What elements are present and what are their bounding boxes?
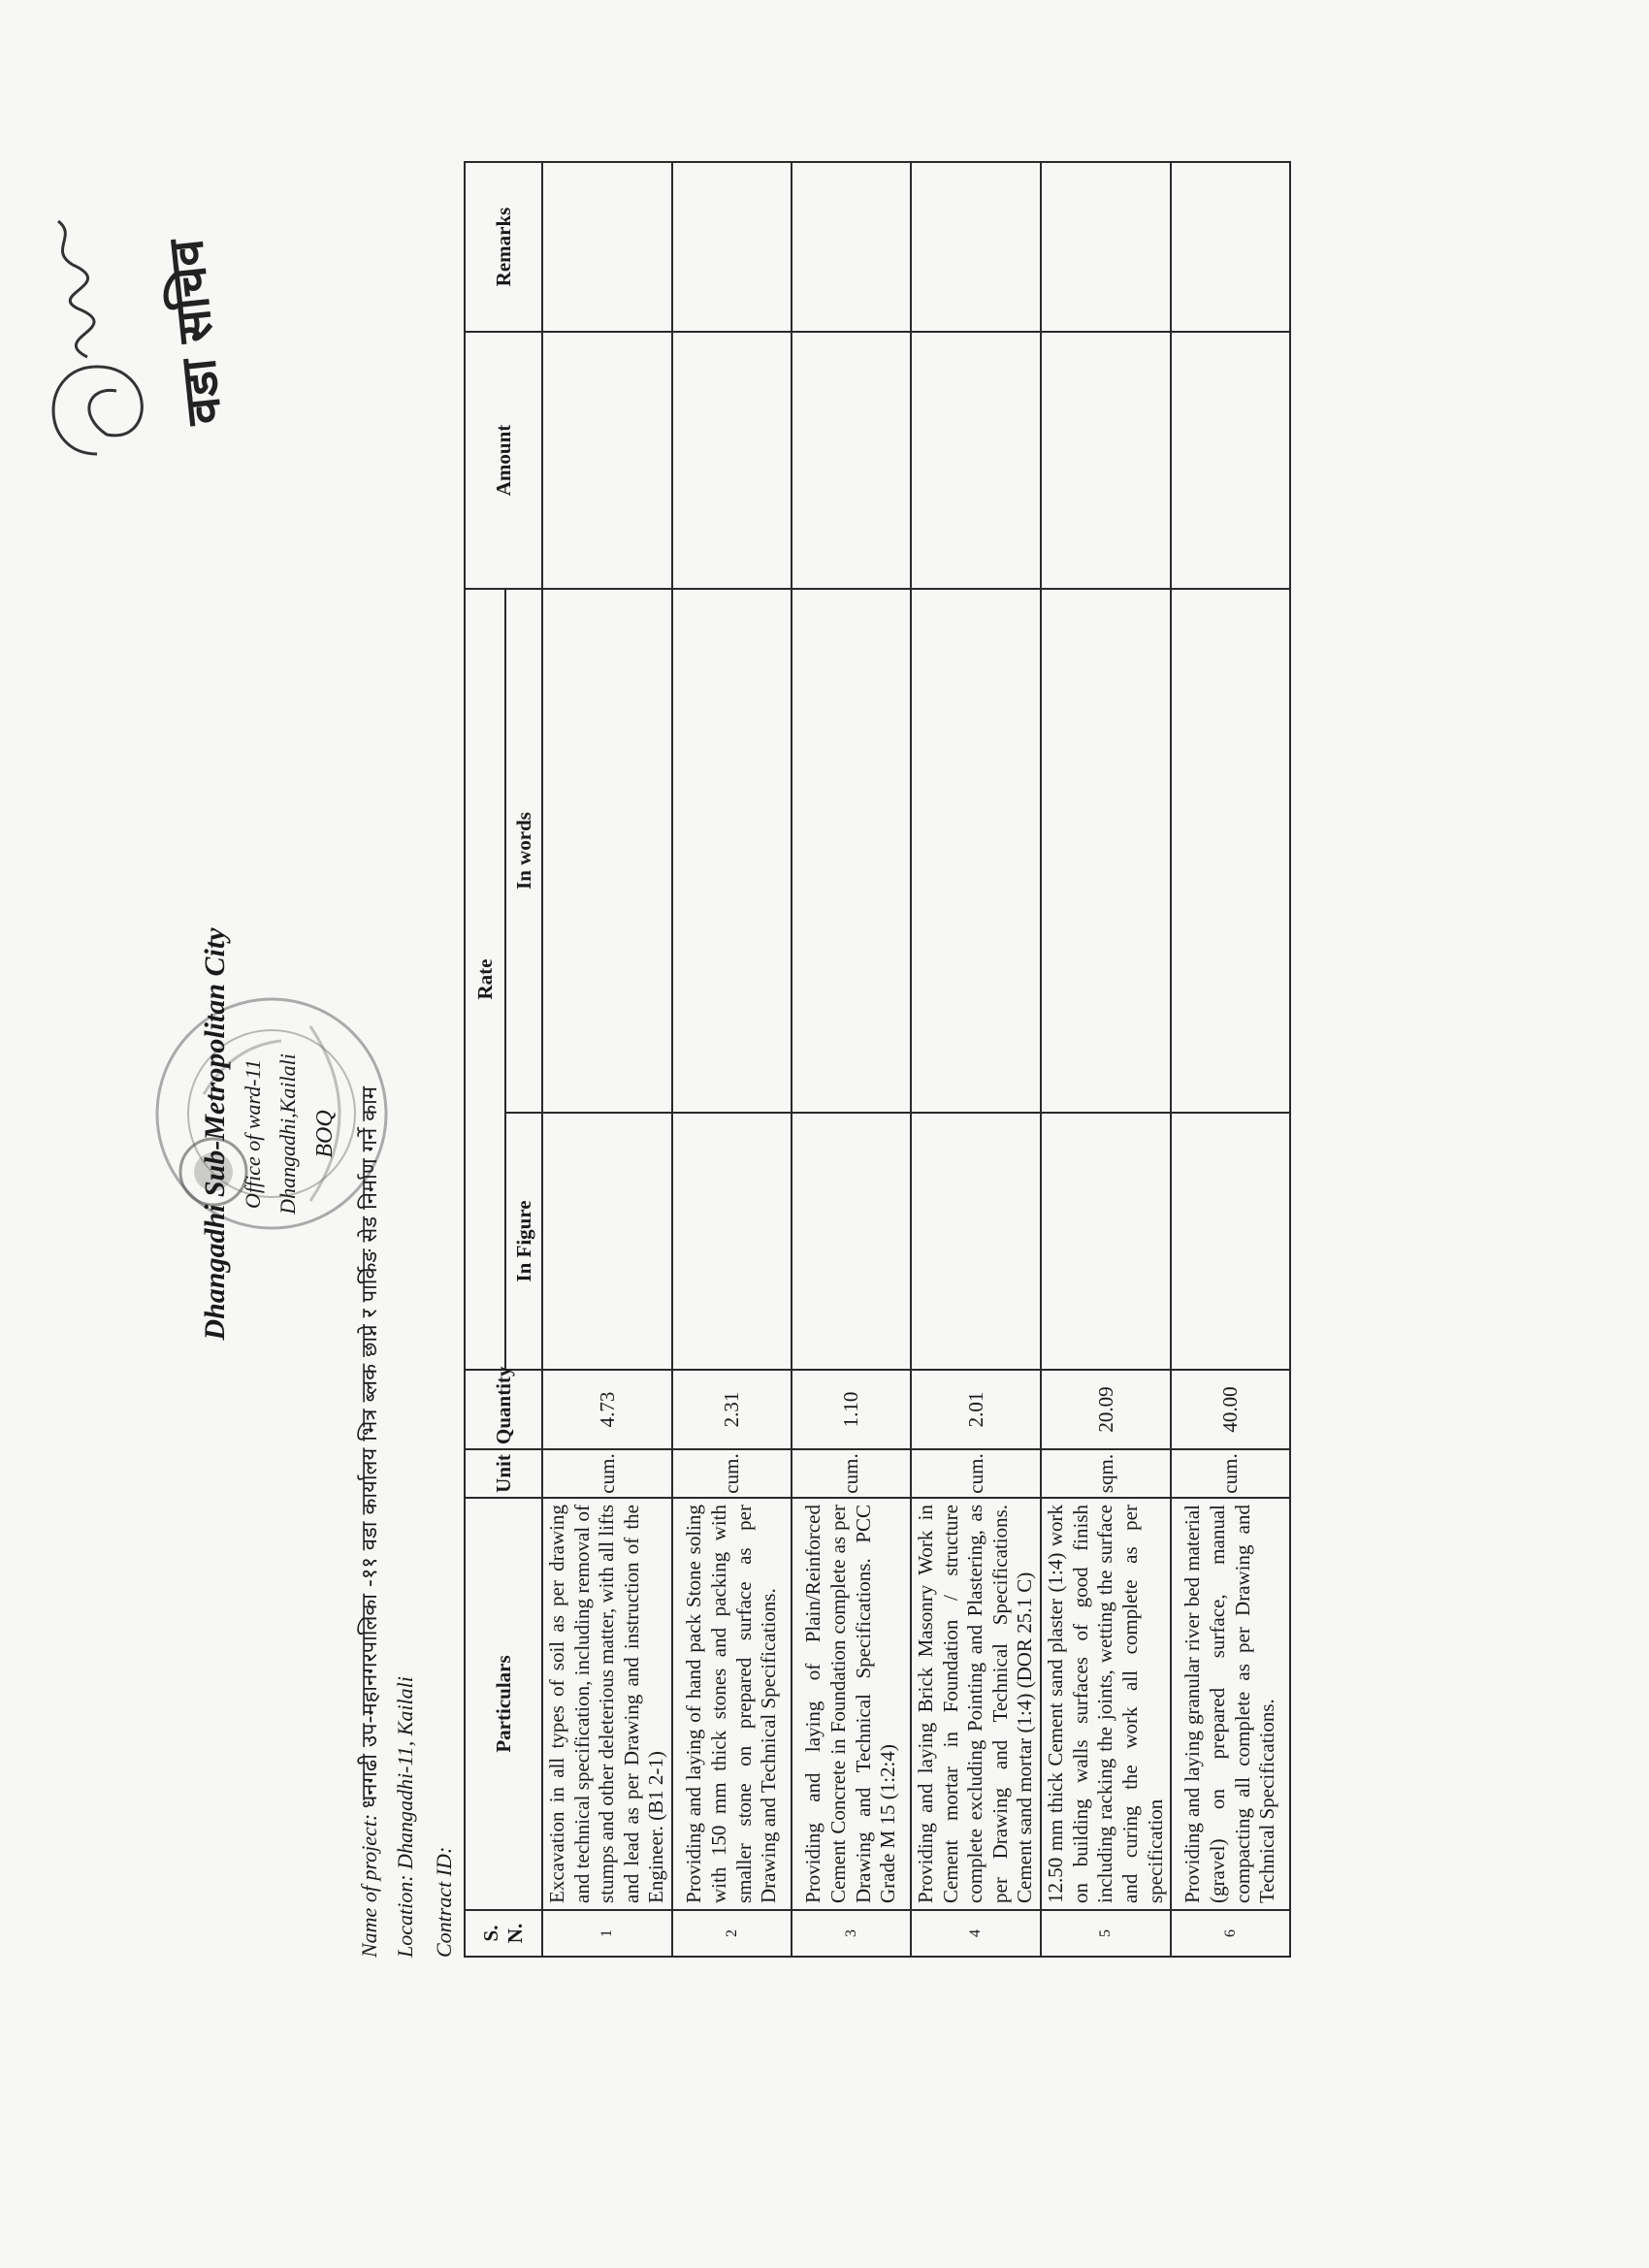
cell-amount [911, 332, 1041, 589]
cell-rate-figure [1171, 1113, 1290, 1370]
cell-quantity: 1.10 [792, 1370, 911, 1449]
table-row [911, 162, 1041, 1957]
cell-particulars: Providing and laying of Plain/Reinforced Cement Concrete in Foundation complete as per Drawing and Technical Specifications. PCC Grade M 15 (1:2:4) [792, 1498, 911, 1910]
col-header-rate: Rate [465, 589, 505, 1370]
cell-quantity: 2.01 [911, 1370, 1041, 1449]
table-row [672, 162, 792, 1957]
cell-amount [672, 332, 792, 589]
project-name-line [354, 1086, 383, 1958]
col-header-sn: S. N. [465, 1910, 542, 1957]
cell-quantity: 4.73 [542, 1370, 672, 1449]
cell-sn: 5 [1041, 1910, 1171, 1957]
col-header-unit: Unit [465, 1449, 542, 1498]
cell-particulars: Excavation in all types of soil as per drawing and technical specification, including removal of stumps and other deleterious matter, with all lifts and lead as per Drawing and instruction of the Engineer. (B1 2-1) [542, 1498, 672, 1910]
cell-rate-words [1171, 589, 1290, 1113]
col-header-in-words: In words [505, 589, 542, 1113]
col-header-in-figure: In Figure [505, 1113, 542, 1370]
cell-unit: cum. [672, 1449, 792, 1498]
table-header-row [465, 162, 505, 1957]
col-header-amount: Amount [465, 332, 542, 589]
document-type: BOQ [312, 1110, 338, 1158]
cell-rate-words [1041, 589, 1171, 1113]
cell-sn: 4 [911, 1910, 1041, 1957]
contract-id-line: Contract ID: [432, 1846, 456, 1958]
cell-particulars: Providing and laying granular river bed material (gravel) on prepared surface, manual compacting all complete as per Drawing and Technical Specifications. [1171, 1498, 1290, 1910]
cell-unit: cum. [542, 1449, 672, 1498]
cell-rate-figure [672, 1113, 792, 1370]
project-name-value: धनगढी उप-महानगरपालिका -११ वडा कार्यालय भित्र ब्लक छाप्ने र पार्किङ सेड निर्माण गर्ने काम [358, 1085, 382, 1809]
designation-stamp: वडा सचिव [157, 237, 233, 428]
cell-rate-figure [1041, 1113, 1171, 1370]
table-row [1171, 162, 1290, 1957]
col-header-quantity: Quantity [465, 1370, 542, 1449]
table-row [792, 162, 911, 1957]
cell-rate-words [672, 589, 792, 1113]
cell-rate-words [911, 589, 1041, 1113]
cell-rate-figure [542, 1113, 672, 1370]
cell-remarks [1041, 162, 1171, 332]
cell-quantity: 40.00 [1171, 1370, 1290, 1449]
cell-rate-figure [911, 1113, 1041, 1370]
cell-rate-figure [792, 1113, 911, 1370]
project-name-label: Name of project: [357, 1813, 381, 1958]
cell-unit: cum. [911, 1449, 1041, 1498]
cell-sn: 6 [1171, 1910, 1290, 1957]
cell-remarks [911, 162, 1041, 332]
cell-quantity: 20.09 [1041, 1370, 1171, 1449]
office-address: Dhangadhi,Kailali [275, 1053, 300, 1215]
cell-sn: 2 [672, 1910, 792, 1957]
cell-amount [1041, 332, 1171, 589]
col-header-particulars: Particulars [465, 1498, 542, 1910]
cell-particulars: Providing and laying Brick Masonry Work in Cement mortar in Foundation / structure complete excluding Pointing and Plastering, as per Drawing and Technical Specifications. Cement sand mortar (1:4) (DOR 25.1 C) [911, 1498, 1041, 1910]
cell-remarks [672, 162, 792, 332]
cell-sn: 1 [542, 1910, 672, 1957]
cell-particulars: Providing and laying of hand pack Stone soling with 150 mm thick stones and packing with smaller stone on prepared surface as per Drawing and Technical Specifications. [672, 1498, 792, 1910]
location-line: Location: Dhangadhi-11, Kailali [393, 1676, 417, 1958]
cell-remarks [542, 162, 672, 332]
boq-table [464, 161, 1291, 1958]
table-row [1041, 162, 1171, 1957]
cell-sn: 3 [792, 1910, 911, 1957]
cell-remarks [792, 162, 911, 332]
cell-unit: sqm. [1041, 1449, 1171, 1498]
cell-amount [542, 332, 672, 589]
table-row [542, 162, 672, 1957]
cell-amount [1171, 332, 1290, 589]
cell-quantity: 2.31 [672, 1370, 792, 1449]
cell-amount [792, 332, 911, 589]
cell-unit: cum. [792, 1449, 911, 1498]
signature-scribble [19, 182, 175, 473]
document-title: Dhangadhi Sub-Metropolitan City [199, 927, 231, 1341]
cell-particulars: 12.50 mm thick Cement sand plaster (1:4) work on building walls surfaces of good finish including racking the joints, wetting the surface and curing the work all complete as per specification [1041, 1498, 1171, 1910]
cell-remarks [1171, 162, 1290, 332]
cell-rate-words [542, 589, 672, 1113]
col-header-remarks: Remarks [465, 162, 542, 332]
cell-unit: cum. [1171, 1449, 1290, 1498]
office-name: Office of ward-11 [241, 1059, 265, 1209]
cell-rate-words [792, 589, 911, 1113]
